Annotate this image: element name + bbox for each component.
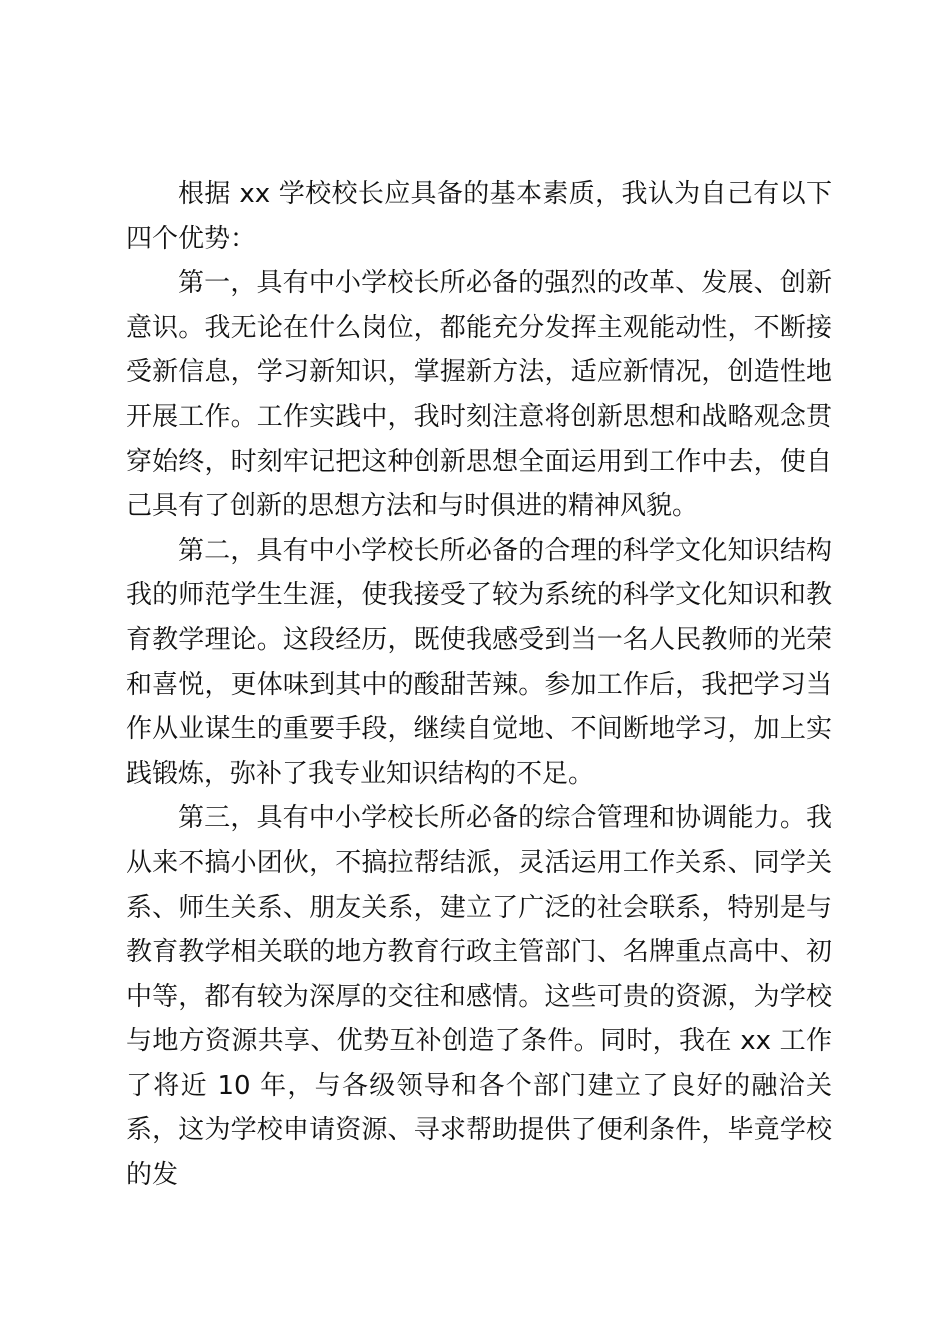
paragraph-first-advantage: 第一，具有中小学校长所必备的强烈的改革、发展、创新意识。我无论在什么岗位，都能充分发挥主观能动性，不断接受新信息，学习新知识，掌握新方法，适应新情况，创造性地开展工作。工作实践中，我时刻注意将创新思想和战略观念贯穿始终，时刻牢记把这种创新思想全面运用到工作中去，使自己具有了创新的思想方法和与时俱进的精神风貌。	[126, 268, 832, 522]
paragraph-second-advantage: 第二，具有中小学校长所必备的合理的科学文化知识结构我的师范学生生涯，使我接受了较为系统的科学文化知识和教育教学理论。这段经历，既使我感受到当一名人民教师的光荣和喜悦，更体味到其中的酸甜苦辣。参加工作后，我把学习当作从业谋生的重要手段，继续自觉地、不间断地学习，加上实践锻炼，弥补了我专业知识结构的不足。	[126, 535, 832, 789]
paragraph-intro: 根据 xx 学校校长应具备的基本素质，我认为自己有以下四个优势：	[126, 179, 832, 254]
document-body	[126, 172, 832, 1198]
paragraph-third-advantage: 第三，具有中小学校长所必备的综合管理和协调能力。我从来不搞小团伙，不搞拉帮结派，灵活运用工作关系、同学关系、师生关系、朋友关系，建立了广泛的社会联系，特别是与教育教学相关联的地方教育行政主管部门、名牌重点高中、初中等，都有较为深厚的交往和感情。这些可贵的资源，为学校与地方资源共享、优势互补创造了条件。同时，我在 xx 工作了将近 10 年，与各级领导和各个部门建立了良好的融洽关系，这为学校申请资源、寻求帮助提供了便利条件，毕竟学校的发	[126, 803, 832, 1191]
